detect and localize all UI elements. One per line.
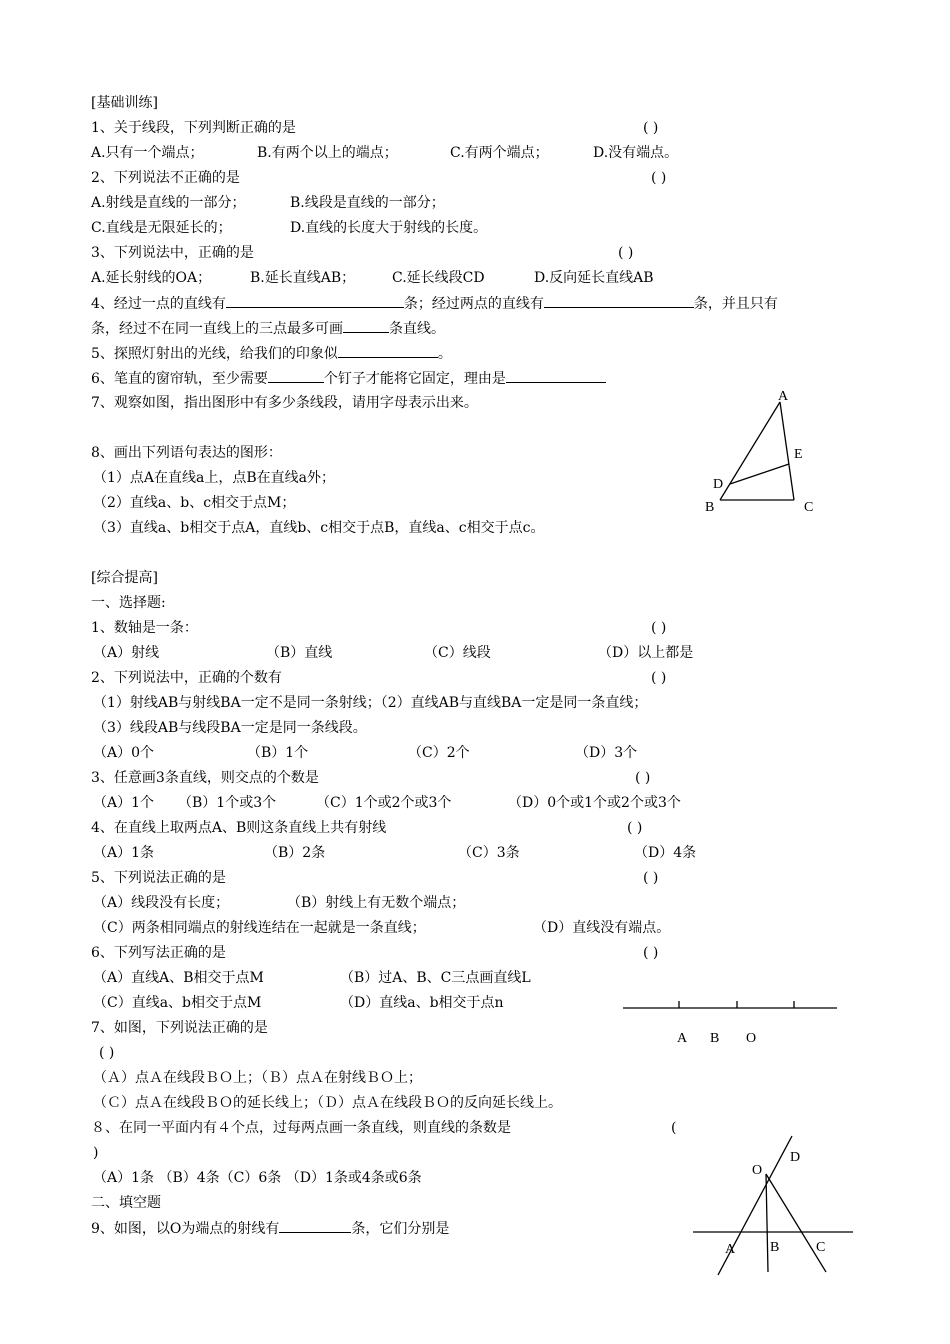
b-q5-blank[interactable] — [338, 343, 438, 358]
figure-rays — [688, 1130, 863, 1284]
a-q5-option-c: （C）两条相同端点的射线连结在一起就是一条直线； — [93, 920, 426, 936]
b-q3-option-a: A.延长射线的OA； — [91, 270, 212, 286]
ray-oc — [766, 1174, 826, 1272]
section-fill-blank: 二、填空题 — [91, 1195, 161, 1211]
a-q4-option-d: （D）4条 — [634, 845, 697, 861]
figure-number-line — [615, 990, 845, 1054]
b-q1-answer-paren: ( ) — [643, 120, 659, 136]
a-q1-option-d: （D）以上都是 — [598, 645, 694, 661]
a-q6-option-b: （B）过A、B、C三点画直线L — [340, 970, 531, 986]
b-q1-option-c: C.有两个端点； — [450, 145, 549, 161]
b-q2-option-c: C.直线是无限延长的； — [91, 220, 232, 236]
a-q1-answer-paren: ( ) — [651, 620, 667, 636]
b-q3-answer-paren: ( ) — [618, 245, 634, 261]
a-q8-options: （A）1条 （B）4条（C）6条 （D）1条或4条或6条 — [93, 1170, 422, 1186]
b-q4-text1: 4、经过一点的直线有 — [91, 296, 226, 312]
b-q4-line1 — [91, 293, 778, 314]
a-q7-answer-paren: ( ) — [99, 1045, 115, 1061]
a-q9-text2: 条，它们分别是 — [351, 1221, 450, 1237]
a-q3-option-c: （C）1个或2个或3个 — [316, 795, 452, 811]
a-q3-option-b: （B）1个或3个 — [178, 795, 277, 811]
a-q9 — [91, 1218, 449, 1239]
a-q6-option-d: （D）直线a、b相交于点n — [340, 995, 504, 1011]
a-q5-option-a: （A）线段没有长度； — [93, 895, 230, 911]
label-b: B — [705, 500, 715, 515]
b-q5-text1: 5、探照灯射出的光线，给我们的印象似 — [91, 346, 338, 362]
b-q4-line2 — [91, 318, 445, 339]
line-label-a: A — [677, 1031, 688, 1046]
a-q2-option-b: （B）1个 — [247, 745, 309, 761]
b-q2-option-b: B.线段是直线的一部分； — [290, 195, 445, 211]
a-q1-option-a: （A）射线 — [93, 645, 160, 661]
segment-de — [730, 464, 789, 484]
rays-svg — [688, 1130, 863, 1280]
a-q5-option-d: （D）直线没有端点。 — [533, 920, 671, 936]
a-q6-answer-paren: ( ) — [643, 945, 659, 961]
label-c: C — [804, 500, 814, 515]
a-q4-option-c: （C）3条 — [458, 845, 520, 861]
a-q2-option-d: （D）3个 — [575, 745, 638, 761]
line-label-b: B — [710, 1031, 720, 1046]
a-q2-statement-1-2: （1）射线AB与射线BA一定不是同一条射线；（2）直线AB与直线BA一定是同一条直线； — [93, 695, 648, 711]
a-q4-answer-paren: ( ) — [627, 820, 643, 836]
b-q6-blank2[interactable] — [506, 368, 606, 383]
line-svg — [615, 990, 845, 1050]
a-q1-option-b: （B）直线 — [266, 645, 333, 661]
a-q2-option-a: （A）0个 — [93, 745, 155, 761]
b-q1-option-d: D.没有端点。 — [593, 145, 679, 161]
ray-label-o: O — [752, 1163, 763, 1178]
section-title-basic: [基础训练] — [91, 95, 158, 111]
b-q3-option-c: C.延长线段CD — [392, 270, 485, 286]
b-q8-item3: （3）直线a、b相交于点A，直线b、c相交于点B，直线a、c相交于点c。 — [93, 520, 545, 536]
line-label-o: O — [746, 1031, 757, 1046]
b-q2-option-d: D.直线的长度大于射线的长度。 — [290, 220, 488, 236]
a-q9-text1: 9、如图，以O为端点的射线有 — [91, 1221, 280, 1237]
b-q6-blank1[interactable] — [268, 368, 324, 383]
triangle-svg — [690, 380, 830, 530]
a-q2-answer-paren: ( ) — [651, 670, 667, 686]
ray-ob — [766, 1174, 768, 1272]
a-q6-option-c: （C）直线a、b相交于点M — [93, 995, 262, 1011]
section-title-advanced: [综合提高] — [91, 570, 158, 586]
b-q6 — [91, 368, 606, 389]
a-q3-stem: 3、任意画3条直线，则交点的个数是 — [91, 770, 319, 786]
b-q2-option-a: A.射线是直线的一部分； — [91, 195, 246, 211]
b-q5-text2: 。 — [437, 346, 452, 362]
ray-label-d: D — [790, 1150, 801, 1165]
ray-label-b: B — [770, 1240, 780, 1255]
b-q8-stem: 8、画出下列语句表达的图形： — [91, 445, 282, 461]
ray-label-a: A — [725, 1242, 736, 1257]
b-q1-stem: 1、关于线段，下列判断正确的是 — [91, 120, 296, 136]
label-a: A — [778, 389, 789, 404]
b-q3-option-b: B.延长直线AB； — [250, 270, 356, 286]
a-q1-option-c: （C）线段 — [424, 645, 491, 661]
a-q4-option-a: （A）1条 — [93, 845, 155, 861]
b-q2-answer-paren: ( ) — [651, 170, 667, 186]
b-q6-text2: 个钉子才能将它固定，理由是 — [323, 371, 506, 387]
b-q6-text1: 6、笔直的窗帘轨，至少需要 — [91, 371, 268, 387]
a-q1-stem: 1、数轴是一条： — [91, 620, 198, 636]
a-q2-option-c: （C）2个 — [408, 745, 470, 761]
a-q3-option-a: （A）1个 — [93, 795, 155, 811]
b-q2-stem: 2、下列说法不正确的是 — [91, 170, 240, 186]
b-q7-stem: 7、观察如图，指出图形中有多少条线段，请用字母表示出来。 — [91, 395, 478, 411]
a-q5-option-b: （B）射线上有无数个端点； — [287, 895, 466, 911]
a-q6-option-a: （A）直线A、B相交于点M — [93, 970, 264, 986]
section-choice: 一、选择题: — [91, 595, 166, 611]
a-q4-option-b: （B）2条 — [264, 845, 326, 861]
b-q8-item2: （2）直线a、b、c相交于点M； — [93, 495, 296, 511]
a-q3-answer-paren: ( ) — [635, 770, 651, 786]
segment-ab — [720, 402, 780, 500]
a-q4-stem: 4、在直线上取两点A、B则这条直线上共有射线 — [91, 820, 387, 836]
a-q5-answer-paren: ( ) — [643, 870, 659, 886]
b-q3-option-d: D.反向延长直线AB — [534, 270, 654, 286]
b-q1-option-b: B.有两个以上的端点； — [257, 145, 398, 161]
b-q8-item1: （1）点A在直线a上，点B在直线a外； — [93, 470, 335, 486]
ray-label-c: C — [816, 1240, 826, 1255]
b-q4-blank2[interactable] — [544, 293, 694, 308]
label-d: D — [713, 477, 724, 492]
a-q8-stem: ８、在同一平面内有４个点，过每两点画一条直线，则直线的条数是 — [91, 1120, 511, 1136]
b-q4-text3: 条，并且只有 — [693, 296, 778, 312]
b-q5 — [91, 343, 452, 364]
b-q4-text4: 条，经过不在同一直线上的三点最多可画 — [91, 321, 343, 337]
a-q9-blank[interactable] — [279, 1218, 351, 1233]
a-q7-options-cd: （Ｃ）点Ａ在线段ＢＯ的延长线上；（Ｄ）点Ａ在线段ＢＯ的反向延长线上。 — [93, 1095, 562, 1111]
label-e: E — [794, 447, 803, 462]
b-q4-text5: 条直线。 — [389, 321, 445, 337]
a-q8-paren-open: ( — [671, 1120, 677, 1136]
b-q4-blank1[interactable] — [226, 293, 404, 308]
a-q7-stem: 7、如图，下列说法正确的是 — [91, 1020, 268, 1036]
segment-ac — [780, 402, 794, 500]
a-q5-stem: 5、下列说法正确的是 — [91, 870, 226, 886]
a-q7-options-ab: （Ａ）点Ａ在线段ＢＯ上；（Ｂ）点Ａ在射线ＢＯ上； — [93, 1070, 422, 1086]
a-q2-stem: 2、下列说法中，正确的个数有 — [91, 670, 282, 686]
a-q3-option-d: （D）0个或1个或2个或3个 — [508, 795, 681, 811]
b-q4-blank3[interactable] — [343, 318, 389, 333]
a-q8-paren-close: ) — [93, 1145, 99, 1161]
b-q4-text2: 条；经过两点的直线有 — [403, 296, 544, 312]
b-q3-stem: 3、下列说法中，正确的是 — [91, 245, 254, 261]
figure-triangle — [690, 380, 830, 534]
a-q6-stem: 6、下列写法正确的是 — [91, 945, 226, 961]
a-q2-statement-3: （3）线段AB与线段BA一定是同一条线段。 — [93, 720, 367, 736]
b-q1-option-a: A.只有一个端点； — [91, 145, 204, 161]
